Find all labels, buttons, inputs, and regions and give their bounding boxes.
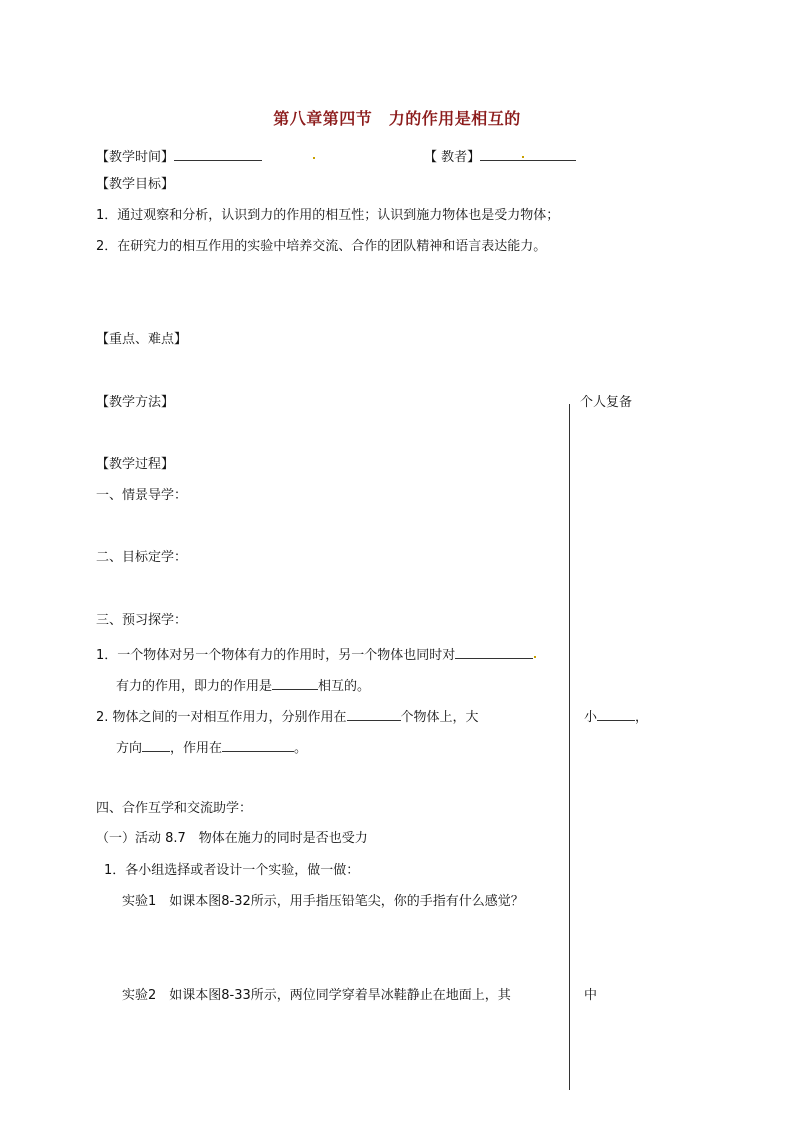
question-2-line-2 [116,737,307,758]
step-4: 四、合作互学和交流助学： [96,801,253,816]
question-1-text: 1．一个物体对另一个物体有力的作用时，另一个物体也同时对 [96,648,456,663]
speck-mark [313,157,315,159]
method-heading: 【教学方法】 [96,395,175,410]
question-1-blank-a[interactable] [455,644,533,659]
question-2-text-b: 个物体上，大 [400,710,479,725]
question-2-blank-size[interactable] [597,706,635,721]
question-1-text-b: 有力的作用，即力的作用是 [116,679,273,694]
question-2-act-on-label: ，作用在 [170,741,223,756]
question-2-side-comma: ， [635,710,649,725]
experiment-2-side: 中 [584,988,598,1003]
step-1: 一、情景导学： [96,488,188,503]
step-2: 二、目标定学： [96,550,188,565]
question-2-text: 2. 物体之间的一对相互作用力，分别作用在 [96,710,347,725]
experiment-2: 实验2 如课本图8-33所示，两位同学穿着旱冰鞋静止在地面上，其 [122,988,511,1003]
question-1-blank-b[interactable] [272,675,318,690]
speck-mark [522,156,524,158]
question-2-blank-act-on[interactable] [222,737,294,752]
question-2-blank-a[interactable] [347,706,401,721]
question-2-side-text: 小 [584,710,598,725]
process-heading: 【教学过程】 [96,457,175,472]
page-title: 第八章第四节 力的作用是相互的 [273,109,521,128]
question-2-end: 。 [294,741,308,756]
teaching-time-row [96,146,262,167]
teaching-time-blank[interactable] [174,146,262,161]
question-2-direction-label: 方向 [116,741,143,756]
experiment-1: 实验1 如课本图8-32所示，用手指压铅笔尖，你的手指有什么感觉？ [122,894,524,909]
activity-heading: （一）活动 8.7 物体在施力的同时是否也受力 [96,831,368,846]
question-2-blank-direction[interactable] [142,737,170,752]
teacher-label: 【 教者】 [424,150,481,165]
question-1-line-2 [116,675,370,696]
goal-1: 1．通过观察和分析，认识到力的作用的相互性；认识到施力物体也是受力物体； [96,208,560,223]
teaching-time-label: 【教学时间】 [96,150,175,165]
teacher-row [424,146,576,167]
question-1-text-c: 相互的。 [318,679,371,694]
key-points-heading: 【重点、难点】 [96,332,188,347]
goals-heading: 【教学目标】 [96,177,175,192]
question-2-line-1 [96,706,479,727]
goal-2: 2．在研究力的相互作用的实验中培养交流、合作的团队精神和语言表达能力。 [96,239,547,254]
speck-mark [534,656,536,658]
teacher-blank[interactable] [480,146,576,161]
side-heading: 个人复备 [580,395,633,410]
step-3: 三、预习探学： [96,613,188,628]
question-1-line-1 [96,644,533,665]
activity-step-1: 1．各小组选择或者设计一个实验，做一做： [104,863,360,878]
question-2-side [584,706,648,727]
margin-divider [569,404,570,1090]
